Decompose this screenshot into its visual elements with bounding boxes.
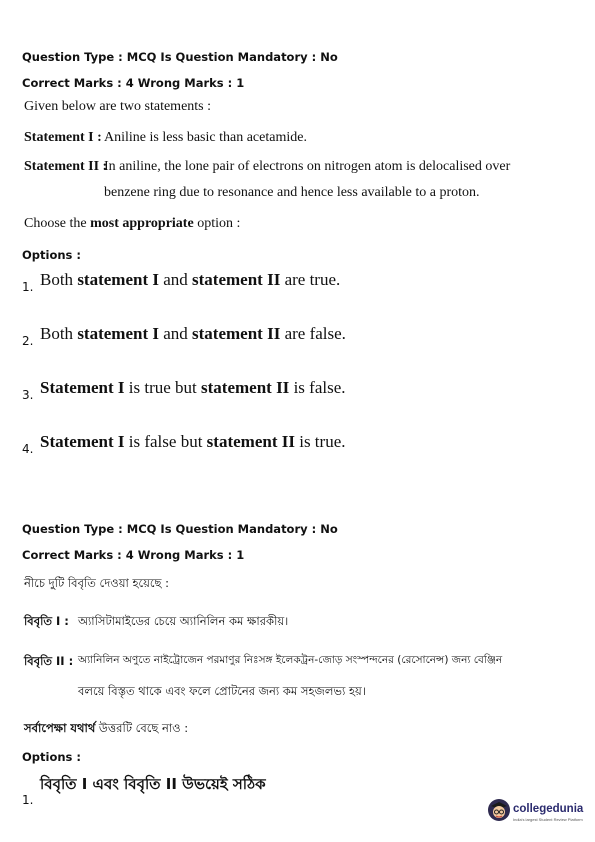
question-2-statement-2-text-line2: বলয়ে বিস্তৃত থাকে এবং ফলে প্রোটনের জন্য কম সহজলভ্য হয়। bbox=[78, 684, 366, 698]
options-label: Options : bbox=[22, 248, 81, 262]
question-meta-marks: Correct Marks : 4 Wrong Marks : 1 bbox=[22, 76, 245, 90]
question-2-statement-1-label: বিবৃতি I : bbox=[24, 614, 69, 628]
option-2-text[interactable]: Both statement I and statement II are false. bbox=[40, 324, 346, 343]
option-3-text[interactable]: Statement I is true but statement II is false. bbox=[40, 378, 346, 397]
statement-2-label: Statement II : bbox=[24, 159, 108, 174]
statement-2-text-line2: benzene ring due to resonance and hence less available to a proton. bbox=[104, 185, 480, 200]
collegedunia-logo bbox=[488, 797, 595, 837]
choose-instruction: Choose the most appropriate option : bbox=[24, 216, 241, 231]
option-4-number: 4. bbox=[22, 442, 34, 456]
option-2-number: 2. bbox=[22, 334, 34, 348]
option-1-number: 1. bbox=[22, 280, 34, 294]
question-2-meta-marks: Correct Marks : 4 Wrong Marks : 1 bbox=[22, 548, 245, 562]
statement-1-text: Aniline is less basic than acetamide. bbox=[104, 130, 307, 145]
question-2-statement-2-text-line1: অ্যানিলিন অণুতে নাইট্রোজেন পরমাণুর নিঃসঙ্গ ইলেকট্রন-জোড় সংস্পন্দনের (রেসোনেন্স) জন্য বেঞ্জিন bbox=[78, 654, 503, 666]
question-intro: Given below are two statements : bbox=[24, 99, 212, 114]
option-3-number: 3. bbox=[22, 388, 34, 402]
question-2-statement-1-text: অ্যাসিটামাইডের চেয়ে অ্যানিলিন কম ক্ষারকীয়। bbox=[78, 614, 289, 628]
question-meta-type: Question Type : MCQ Is Question Mandatory : No bbox=[22, 50, 338, 64]
logo-tagline: India's largest Student Review Platform bbox=[513, 817, 583, 822]
logo-brand-text: collegedunia bbox=[513, 803, 584, 815]
question-2-choose-instruction: সর্বাপেক্ষা যথার্থ উত্তরটি বেছে নাও : bbox=[24, 721, 189, 735]
statement-2-text-line1: In aniline, the lone pair of electrons on nitrogen atom is delocalised over bbox=[104, 159, 511, 174]
question-2-statement-2-label: বিবৃতি II : bbox=[24, 654, 74, 668]
graduate-face-icon bbox=[488, 799, 510, 821]
option-4-text[interactable]: Statement I is false but statement II is true. bbox=[40, 432, 346, 451]
statement-1-label: Statement I : bbox=[24, 130, 102, 145]
question-2-option-1-text[interactable]: বিবৃতি I এবং বিবৃতি II উভয়েই সঠিক bbox=[40, 775, 266, 793]
question-2-intro: নীচে দুটি বিবৃতি দেওয়া হয়েছে : bbox=[24, 576, 170, 590]
option-1-text[interactable]: Both statement I and statement II are true. bbox=[40, 270, 341, 289]
question-2-option-1-number: 1. bbox=[22, 793, 34, 807]
question-2-meta-type: Question Type : MCQ Is Question Mandatory : No bbox=[22, 522, 338, 536]
question-2-options-label: Options : bbox=[22, 750, 81, 764]
